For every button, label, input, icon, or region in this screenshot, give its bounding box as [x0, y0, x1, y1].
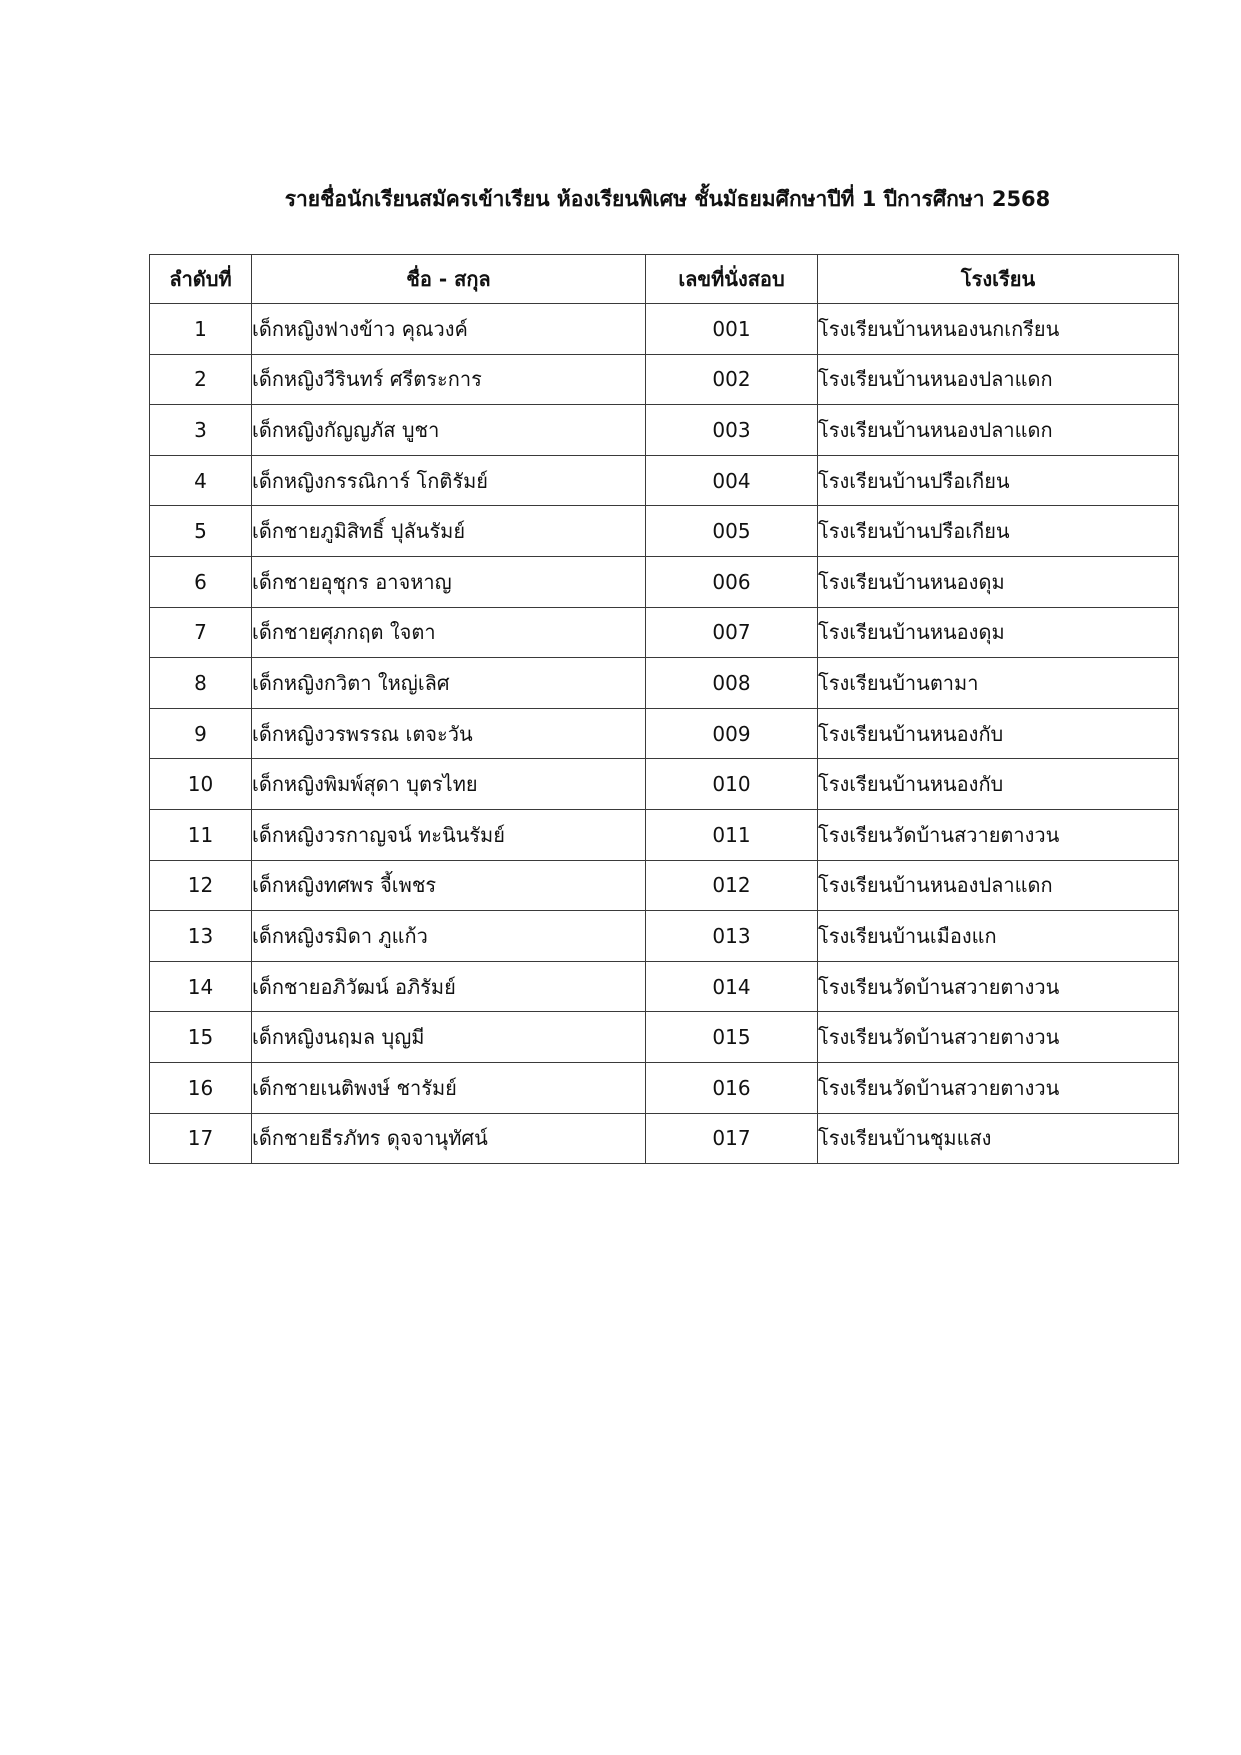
table-body: [150, 304, 1179, 1164]
cell-order: 15: [150, 1012, 252, 1063]
table-row: [150, 1012, 1179, 1063]
cell-school: โรงเรียนบ้านปรือเกียน: [818, 455, 1179, 506]
cell-name: เด็กหญิงนฤมล บุญมี: [252, 1012, 646, 1063]
cell-order: 4: [150, 455, 252, 506]
cell-seat-number: 012: [646, 860, 818, 911]
table-row: [150, 1062, 1179, 1113]
cell-seat-number: 008: [646, 658, 818, 709]
cell-seat-number: 013: [646, 911, 818, 962]
cell-seat-number: 017: [646, 1113, 818, 1164]
cell-school: โรงเรียนบ้านปรือเกียน: [818, 506, 1179, 557]
cell-order: 17: [150, 1113, 252, 1164]
header-name: ชื่อ - สกุล: [252, 255, 646, 304]
cell-school: โรงเรียนบ้านหนองปลาแดก: [818, 860, 1179, 911]
cell-order: 9: [150, 708, 252, 759]
cell-school: โรงเรียนวัดบ้านสวายตางวน: [818, 961, 1179, 1012]
cell-school: โรงเรียนบ้านหนองกับ: [818, 759, 1179, 810]
cell-seat-number: 004: [646, 455, 818, 506]
cell-order: 2: [150, 354, 252, 405]
cell-order: 13: [150, 911, 252, 962]
header-seat-number: เลขที่นั่งสอบ: [646, 255, 818, 304]
table-row: [150, 506, 1179, 557]
cell-name: เด็กชายเนติพงษ์ ชารัมย์: [252, 1062, 646, 1113]
cell-seat-number: 005: [646, 506, 818, 557]
cell-name: เด็กหญิงกรรณิการ์ โกติรัมย์: [252, 455, 646, 506]
cell-school: โรงเรียนบ้านชุมแสง: [818, 1113, 1179, 1164]
cell-name: เด็กชายอุชุกร อาจหาญ: [252, 556, 646, 607]
table-row: [150, 911, 1179, 962]
cell-seat-number: 001: [646, 304, 818, 355]
table-row: [150, 759, 1179, 810]
cell-order: 6: [150, 556, 252, 607]
cell-name: เด็กหญิงฟางข้าว คุณวงค์: [252, 304, 646, 355]
cell-name: เด็กหญิงวรพรรณ เตจะวัน: [252, 708, 646, 759]
table-row: [150, 607, 1179, 658]
cell-name: เด็กชายศุภกฤต ใจตา: [252, 607, 646, 658]
cell-school: โรงเรียนบ้านหนองปลาแดก: [818, 405, 1179, 456]
table-row: [150, 405, 1179, 456]
table-row: [150, 860, 1179, 911]
table-row: [150, 556, 1179, 607]
cell-seat-number: 011: [646, 809, 818, 860]
cell-school: โรงเรียนวัดบ้านสวายตางวน: [818, 1012, 1179, 1063]
cell-seat-number: 010: [646, 759, 818, 810]
cell-seat-number: 007: [646, 607, 818, 658]
cell-order: 1: [150, 304, 252, 355]
cell-order: 14: [150, 961, 252, 1012]
cell-order: 12: [150, 860, 252, 911]
cell-name: เด็กหญิงกัญญภัส บูชา: [252, 405, 646, 456]
cell-seat-number: 016: [646, 1062, 818, 1113]
header-row: [150, 255, 1179, 304]
cell-seat-number: 015: [646, 1012, 818, 1063]
cell-name: เด็กชายอภิวัฒน์ อภิรัมย์: [252, 961, 646, 1012]
header-school: โรงเรียน: [818, 255, 1179, 304]
table-row: [150, 455, 1179, 506]
cell-name: เด็กหญิงวรกาญจน์ ทะนินรัมย์: [252, 809, 646, 860]
cell-order: 10: [150, 759, 252, 810]
cell-order: 11: [150, 809, 252, 860]
table-row: [150, 708, 1179, 759]
table-row: [150, 961, 1179, 1012]
cell-school: โรงเรียนวัดบ้านสวายตางวน: [818, 809, 1179, 860]
cell-school: โรงเรียนบ้านหนองดุม: [818, 607, 1179, 658]
table-row: [150, 354, 1179, 405]
cell-seat-number: 014: [646, 961, 818, 1012]
document-title: รายชื่อนักเรียนสมัครเข้าเรียน ห้องเรียนพิเศษ ชั้นมัธยมศึกษาปีที่ 1 ปีการศึกษา 2568: [284, 187, 1051, 211]
cell-name: เด็กหญิงกวิตา ใหญ่เลิศ: [252, 658, 646, 709]
cell-name: เด็กหญิงวีรินทร์ ศรีตระการ: [252, 354, 646, 405]
cell-name: เด็กหญิงรมิดา ภูแก้ว: [252, 911, 646, 962]
cell-school: โรงเรียนบ้านหนองดุม: [818, 556, 1179, 607]
cell-order: 5: [150, 506, 252, 557]
cell-school: โรงเรียนบ้านหนองกับ: [818, 708, 1179, 759]
cell-order: 3: [150, 405, 252, 456]
cell-name: เด็กหญิงทศพร จี้เพชร: [252, 860, 646, 911]
cell-name: เด็กชายภูมิสิทธิ์ ปุลันรัมย์: [252, 506, 646, 557]
header-order: ลำดับที่: [150, 255, 252, 304]
cell-order: 8: [150, 658, 252, 709]
cell-seat-number: 003: [646, 405, 818, 456]
table-row: [150, 658, 1179, 709]
cell-school: โรงเรียนวัดบ้านสวายตางวน: [818, 1062, 1179, 1113]
cell-order: 7: [150, 607, 252, 658]
cell-school: โรงเรียนบ้านหนองนกเกรียน: [818, 304, 1179, 355]
cell-name: เด็กชายธีรภัทร ดุจจานุทัศน์: [252, 1113, 646, 1164]
applicant-table: [149, 254, 1179, 1164]
cell-school: โรงเรียนบ้านตามา: [818, 658, 1179, 709]
cell-school: โรงเรียนบ้านเมืองแก: [818, 911, 1179, 962]
table-header: [150, 255, 1179, 304]
cell-name: เด็กหญิงพิมพ์สุดา บุตรไทย: [252, 759, 646, 810]
cell-order: 16: [150, 1062, 252, 1113]
table-row: [150, 304, 1179, 355]
cell-school: โรงเรียนบ้านหนองปลาแดก: [818, 354, 1179, 405]
cell-seat-number: 002: [646, 354, 818, 405]
table-row: [150, 809, 1179, 860]
cell-seat-number: 006: [646, 556, 818, 607]
table-row: [150, 1113, 1179, 1164]
cell-seat-number: 009: [646, 708, 818, 759]
